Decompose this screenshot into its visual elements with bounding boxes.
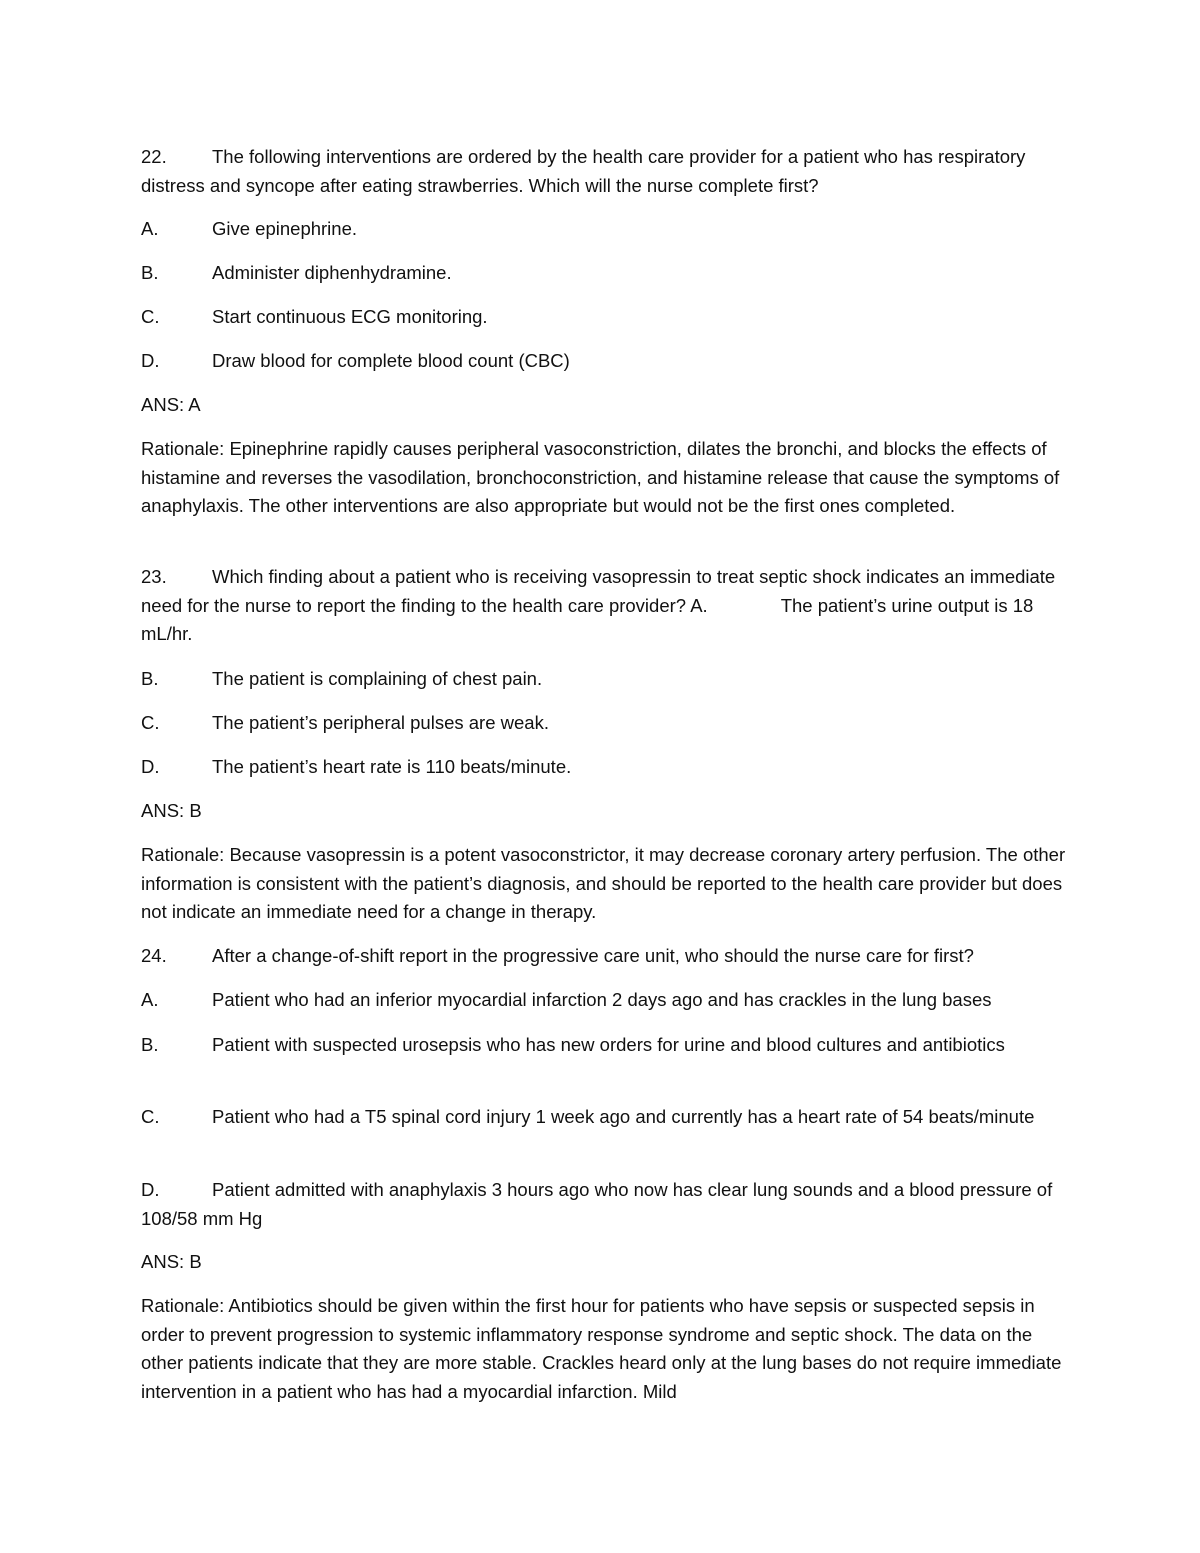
question-23-answer: ANS: B bbox=[141, 800, 202, 821]
option-text: Patient who had an inferior myocardial infarction 2 days ago and has crackles in the lung bases bbox=[212, 989, 992, 1010]
option-label: A. bbox=[141, 218, 159, 239]
inline-option-label: A. bbox=[690, 594, 708, 616]
question-24-option-b bbox=[141, 1031, 1071, 1060]
option-text: The patient is complaining of chest pain. bbox=[212, 668, 543, 689]
question-23-option-c bbox=[141, 709, 1071, 738]
option-label: B. bbox=[141, 668, 159, 689]
question-text: Which finding about a patient who is receiving vasopressin to treat septic shock indicates an immediate need for the nurse to report the finding to the health care provider? bbox=[141, 566, 1056, 616]
question-24-rationale: Rationale: Antibiotics should be given within the first hour for patients who have sepsis or suspected sepsis in order to prevent progression to systemic inflammatory response syndrome and septic shock. The data on the other patients indicate that they are more stable. Crackles heard only at the lung bases do not require immediate intervention in a patient who has had a myocardial infarction. Mild bbox=[141, 1295, 1062, 1402]
question-24-stem bbox=[141, 942, 1071, 971]
option-label: A. bbox=[141, 989, 159, 1010]
question-number: 24. bbox=[141, 945, 167, 966]
question-22-option-c bbox=[141, 303, 1071, 332]
question-number: 23. bbox=[141, 566, 167, 587]
question-24-option-d bbox=[141, 1176, 1071, 1233]
option-label: D. bbox=[141, 756, 160, 777]
question-23-option-b bbox=[141, 665, 1071, 694]
option-text: Draw blood for complete blood count (CBC) bbox=[212, 350, 570, 371]
question-text: After a change-of-shift report in the progressive care unit, who should the nurse care for first? bbox=[212, 945, 974, 966]
option-text: Start continuous ECG monitoring. bbox=[212, 306, 488, 327]
question-23-option-d bbox=[141, 753, 1071, 782]
option-text: Administer diphenhydramine. bbox=[212, 262, 452, 283]
inline-option-text: The patient’s urine output is 18 mL/hr. bbox=[141, 594, 1034, 644]
question-24-answer: ANS: B bbox=[141, 1251, 202, 1272]
question-24-option-a bbox=[141, 986, 1101, 1015]
option-label: D. bbox=[141, 350, 160, 371]
option-text: Patient who had a T5 spinal cord injury 1 week ago and currently has a heart rate of 54 beats/minute bbox=[212, 1106, 1035, 1127]
option-label: D. bbox=[141, 1179, 160, 1200]
option-text: Give epinephrine. bbox=[212, 218, 358, 239]
option-label: C. bbox=[141, 712, 160, 733]
question-24-option-c bbox=[141, 1103, 1071, 1132]
question-23-stem bbox=[141, 563, 1071, 649]
question-22-option-b bbox=[141, 259, 1071, 288]
option-text: The patient’s heart rate is 110 beats/minute. bbox=[212, 756, 572, 777]
question-22-option-a bbox=[141, 215, 1071, 244]
question-22-stem bbox=[141, 143, 1071, 200]
option-text: The patient’s peripheral pulses are weak. bbox=[212, 712, 549, 733]
question-22-option-d bbox=[141, 347, 1071, 376]
option-text: Patient admitted with anaphylaxis 3 hours ago who now has clear lung sounds and a blood pressure of 108/58 mm Hg bbox=[141, 1179, 1053, 1229]
question-text: The following interventions are ordered by the health care provider for a patient who has respiratory distress and syncope after eating strawberries. Which will the nurse complete first? bbox=[141, 146, 1026, 196]
option-label: C. bbox=[141, 306, 160, 327]
option-label: C. bbox=[141, 1106, 160, 1127]
option-text: Patient with suspected urosepsis who has new orders for urine and blood cultures and antibiotics bbox=[212, 1034, 1005, 1055]
question-number: 22. bbox=[141, 146, 167, 167]
question-22-rationale: Rationale: Epinephrine rapidly causes peripheral vasoconstriction, dilates the bronchi, and blocks the effects of histamine and reverses the vasodilation, bronchoconstriction, and histamine release that cause the symptoms of anaphylaxis. The other interventions are also appropriate but would not be the first ones completed. bbox=[141, 438, 1060, 516]
question-23-rationale: Rationale: Because vasopressin is a potent vasoconstrictor, it may decrease coronary artery perfusion. The other information is consistent with the patient’s diagnosis, and should be reported to the health care provider but does not indicate an immediate need for a change in therapy. bbox=[141, 844, 1066, 922]
option-label: B. bbox=[141, 262, 159, 283]
question-22-answer: ANS: A bbox=[141, 394, 201, 415]
option-label: B. bbox=[141, 1034, 159, 1055]
